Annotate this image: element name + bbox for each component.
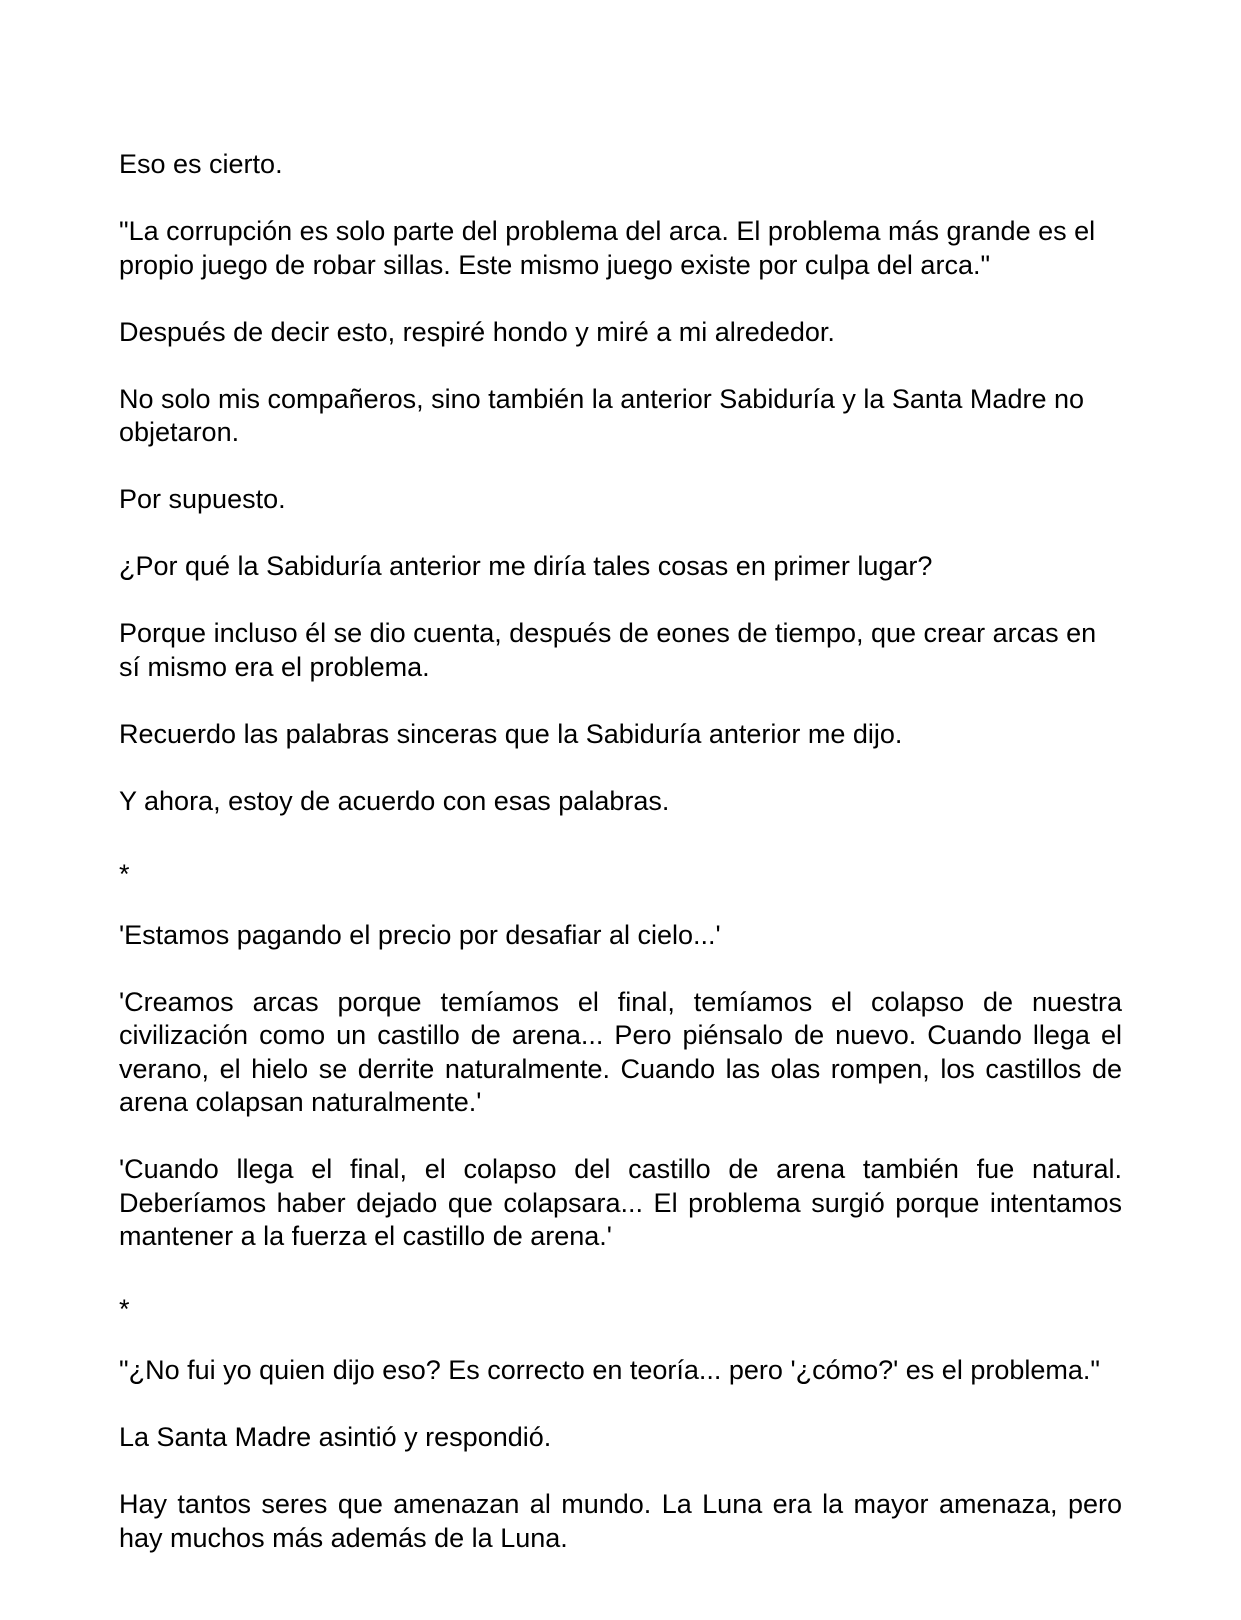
scene-separator-1	[119, 852, 1122, 889]
paragraph-2: "La corrupción es solo parte del problema del arca. El problema más grande es el propio juego de robar sillas. Este mismo juego existe por culpa del arca."	[119, 216, 1096, 280]
paragraph-9: Y ahora, estoy de acuerdo con esas palabras.	[119, 785, 670, 816]
paragraph-10: 'Estamos pagando el precio por desafiar al cielo...'	[119, 919, 721, 950]
paragraph-5: Por supuesto.	[119, 484, 286, 514]
paragraph-13: "¿No fui yo quien dijo eso? Es correcto en teoría... pero '¿cómo?' es el problema."	[119, 1355, 1100, 1385]
paragraph-7: Porque incluso él se dio cuenta, después de eones de tiempo, que crear arcas en sí mismo era el problema.	[119, 618, 1097, 682]
paragraph-11: 'Creamos arcas porque temíamos el final, temíamos el colapso de nuestra civilización como un castillo de arena... Pero piénsalo de nuevo. Cuando llega el verano, el hielo se derrite naturalmente. Cuando las olas rompen, los castillos de arena colapsan naturalmente.'	[119, 986, 1122, 1117]
paragraph-12: 'Cuando llega el final, el colapso del castillo de arena también fue natural. Deberíamos haber dejado que colapsara... El problema surgió porque intentamos mantener a la fuerza el castillo de arena.'	[119, 1154, 1122, 1251]
paragraph-1: Eso es cierto.	[119, 149, 283, 179]
paragraph-14: La Santa Madre asintió y respondió.	[119, 1422, 552, 1452]
paragraph-15: Hay tantos seres que amenazan al mundo. La Luna era la mayor amenaza, pero hay muchos más además de la Luna.	[119, 1489, 1122, 1553]
paragraph-8: Recuerdo las palabras sinceras que la Sabiduría anterior me dijo.	[119, 718, 903, 749]
paragraph-4: No solo mis compañeros, sino también la anterior Sabiduría y la Santa Madre no objetaron.	[119, 383, 1084, 447]
document-body	[119, 148, 1122, 1589]
paragraph-6: ¿Por qué la Sabiduría anterior me diría tales cosas en primer lugar?	[119, 551, 933, 581]
scene-separator-2	[119, 1287, 1122, 1324]
paragraph-3: Después de decir esto, respiré hondo y miré a mi alrededor.	[119, 316, 835, 347]
asterisk-2: *	[119, 1294, 130, 1324]
asterisk-1: *	[119, 858, 130, 889]
